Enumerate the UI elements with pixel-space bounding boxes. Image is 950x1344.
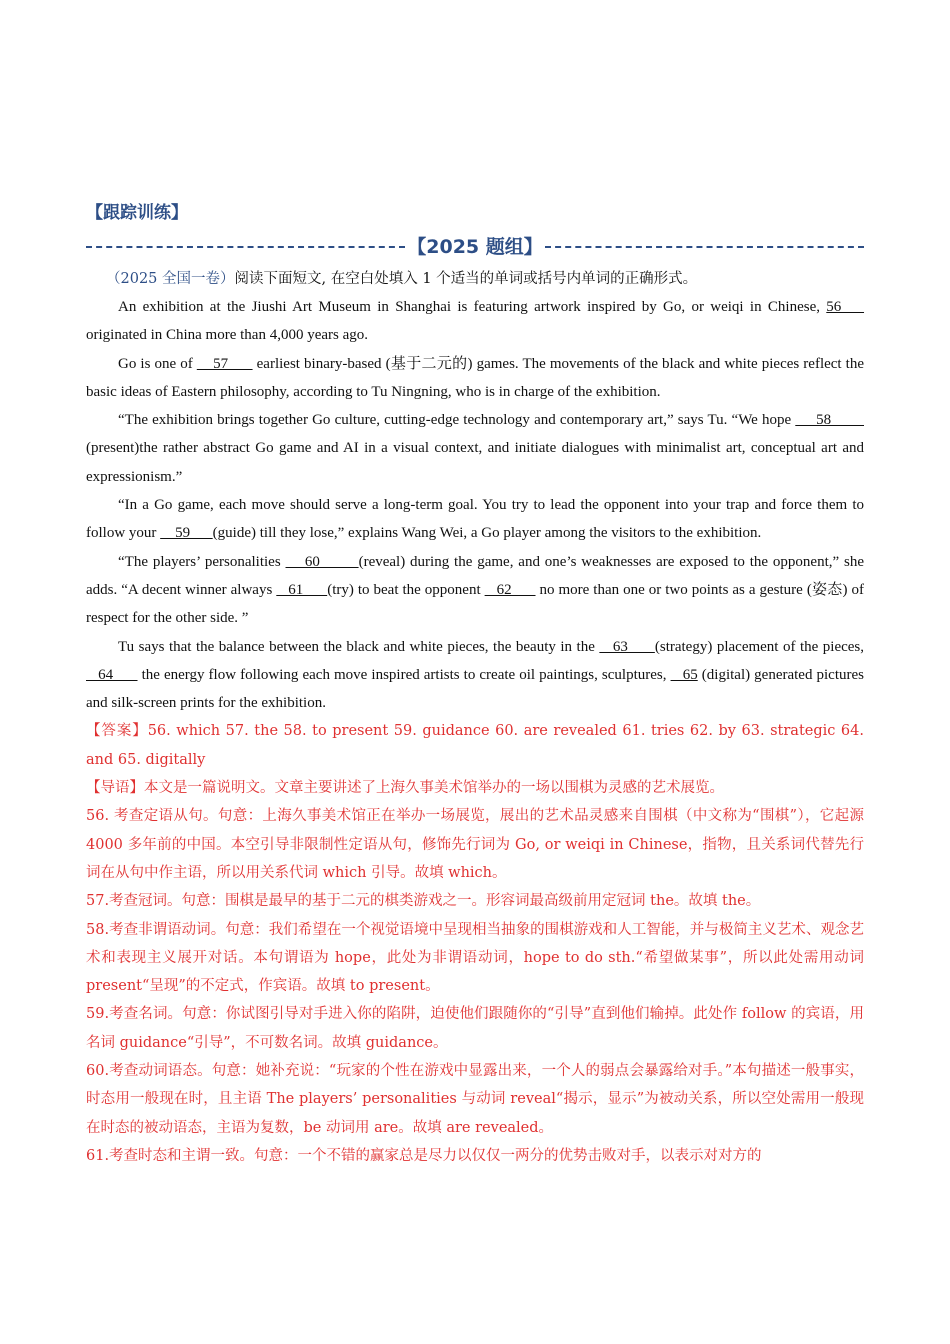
blank-64[interactable]: 64 [86,666,138,683]
blank-56[interactable]: 56 [826,299,865,315]
passage-text: An exhibition at the Jiushi Art Museum in Shanghai is featuring artwork inspired by Go, or weiqi in Chinese, [118,299,827,315]
blank-59[interactable]: 59 [160,525,213,542]
passage-text: (guide) till they lose,” explains Wang Wei, a Go player among the visitors to the exhibition. [212,525,762,542]
passage-text: (try) to beat the opponent [327,581,485,598]
passage-paragraph-2 [86,350,864,407]
answer-text: 56. which 57. the 58. to present 59. guidance 60. are revealed 61. tries 62. by 63. strategic 64. and 65. digitally [86,723,864,768]
blank-57[interactable]: 57 [196,355,253,372]
passage-text: (digital) generated pictures and silk-screen prints for the exhibition. [86,666,864,712]
dashed-rule-left [86,246,405,248]
explanation-59: 59.考查名词。句意：你试图引导对手进入你的陷阱，迫使他们跟随你的“引导”直到他们输掉。此处作 follow 的宾语，用名词 guidance“引导”，不可数名词。故填 guidance。 [86,1006,864,1051]
passage-text: “The exhibition brings together Go culture, cutting-edge technology and contemporary art,” says Tu. “We hope [118,412,796,429]
document-page [86,200,864,1170]
passage-text: the energy flow following each move inspired artists to create oil paintings, sculptures, [137,666,671,683]
passage-text: Tu says that the balance between the black and white pieces, the beauty in the [118,638,600,655]
passage-text: originated in China more than 4,000 years ago. [86,327,369,344]
exercise-source: （2025 全国一卷） [106,271,235,287]
explanation-58: 58.考查非谓语动词。句意：我们希望在一个视觉语境中呈现相当抽象的围棋游戏和人工智能，并与极简主义艺术、观念艺术和表现主义展开对话。本句谓语为 hope，此处为非谓语动词，hope to do sth.“希望做某事”，所以此处需用动词 present“呈现”的不定式，作宾语。故填 to present。 [86,921,864,995]
passage-text: “The players’ personalities [118,553,286,570]
dashed-rule-right [545,246,864,248]
passage-text: earliest binary-based (基于二元的) games. The movements of the black and white pieces reflect the basic ideas of Eastern philosophy, according to Tu Ningning, who is in charge of the exhibition. [86,355,864,400]
passage-text: (present)the rather abstract Go game and AI in a visual context, and initiate dialogues with minimalist art, conceptual art and expressionism.” [86,440,864,485]
passage-text: (strategy) placement of the pieces, [654,638,865,655]
blank-61[interactable]: 61 [276,581,328,598]
group-divider [86,232,864,259]
explanation-60: 60.考查动词语态。句意：她补充说：“玩家的个性在游戏中显露出来，一个人的弱点会暴露给对手。”本句描述一般事实，时态用一般现在时，且主语 The players’ personalities 与动词 reveal“揭示，显示”为被动关系，所以空处需用一般现在时态的被动语态，主语为复数，be 动词用 are。故填 are revealed。 [86,1063,864,1136]
guide-line [86,774,864,802]
exercise-instruction: 阅读下面短文, 在空白处填入 1 个适当的单词或括号内单词的正确形式。 [234,271,698,287]
passage-paragraph-5 [86,548,864,633]
answer-label: 【答案】 [86,723,148,740]
blank-62[interactable]: 62 [484,581,536,598]
passage-text: Go is one of [118,355,197,372]
blank-60[interactable]: 60 [285,553,359,570]
answer-line [86,717,864,774]
explanation-57: 57.考查冠词。句意：围棋是最早的基于二元的棋类游戏之一。形容词最高级前用定冠词 the。故填 the。 [86,893,761,910]
guide-label: 【导语】 [86,780,144,797]
passage-paragraph-1 [86,293,864,350]
blank-63[interactable]: 63 [599,638,655,655]
passage-paragraph-3 [86,406,864,491]
passage-text: (reveal) during the game, and one’s weaknesses are exposed to the opponent,” she adds. “A decent winner always [86,553,864,598]
blank-65[interactable]: 65 [670,666,698,683]
explanation-56: 56. 考查定语从句。句意：上海久事美术馆正在举办一场展览，展出的艺术品灵感来自围棋（中文称为“围棋”），它起源 4000 多年前的中国。本空引导非限制性定语从句，修饰先行词为 Go, or weiqi in Chinese，指物，且关系词代替先行词在从句中作主语，所以用关系代词 which 引导。故填 which。 [86,808,864,881]
blank-58[interactable]: 58 [795,412,864,429]
guide-text: 本文是一篇说明文。文章主要讲述了上海久事美术馆举办的一场以围棋为灵感的艺术展览。 [144,780,724,797]
passage-text: “In a Go game, each move should serve a long-term goal. You try to lead the opponent into your trap and force them to follow your [86,497,864,542]
explanation-61: 61.考查时态和主谓一致。句意：一个不错的赢家总是尽力以仅仅一两分的优势击败对手，以表示对对方的 [86,1147,762,1164]
section-heading: 【跟踪训练】 [86,203,188,223]
group-title: 【2025 题组】 [407,236,543,258]
passage-paragraph-4 [86,491,864,548]
exercise-intro [86,265,864,293]
passage-text: no more than one or two points as a gesture (姿态) of respect for the other side. ” [86,581,865,627]
passage-paragraph-6 [86,633,864,718]
